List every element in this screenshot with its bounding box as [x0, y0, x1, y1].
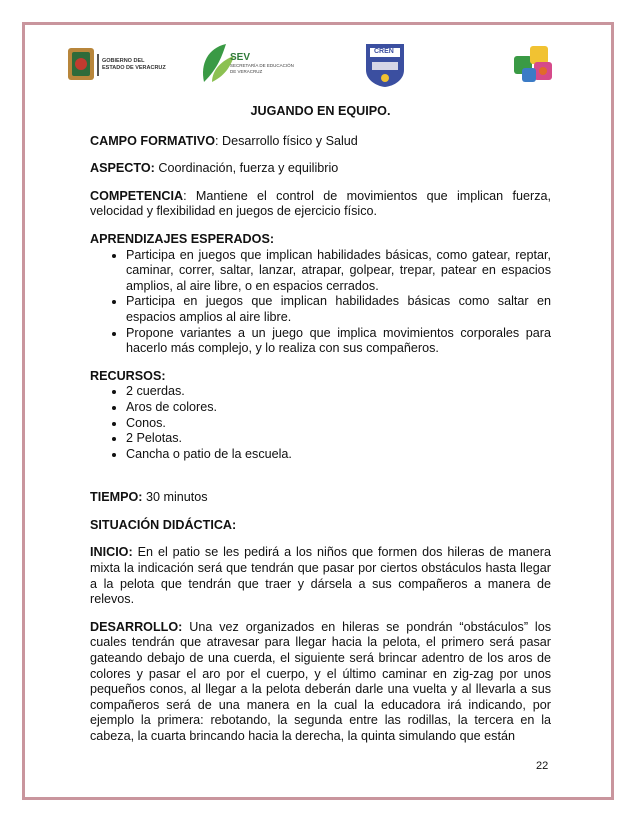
sev-logo-name: SEV: [230, 52, 251, 63]
recursos-list: [90, 384, 551, 462]
recursos-label: RECURSOS:: [90, 368, 166, 383]
list-item: • Propone variantes a un juego que implica movimientos corporales para hacerlo más complejo, y lo realiza con sus compañeros.: [126, 326, 551, 357]
page-title: JUGANDO EN EQUIPO.: [250, 104, 391, 118]
gov-logo-line1: GOBIERNO DEL: [102, 58, 145, 64]
competencia: [90, 189, 551, 220]
gov-veracruz-logo: [68, 46, 188, 86]
list-item: • Conos.: [126, 416, 551, 432]
campo-formativo: [90, 134, 551, 150]
header-logos: [60, 40, 580, 90]
cren-logo-name: CREN: [374, 48, 394, 55]
aprendizajes-section: [90, 232, 551, 357]
desarrollo-label: DESARROLLO:: [90, 619, 183, 634]
tiempo-label: TIEMPO:: [90, 490, 143, 505]
list-item: • 2 Pelotas.: [126, 431, 551, 447]
aprendizajes-list: [90, 248, 551, 357]
list-item: • Cancha o patio de la escuela.: [126, 447, 551, 463]
sev-logo: [198, 42, 318, 88]
cren-logo: [360, 40, 410, 90]
situacion-didactica: [90, 518, 551, 534]
list-item: • Participa en juegos que implican habilidades básicas como saltar en espacios amplios al aire libre.: [126, 294, 551, 325]
list-item: • 2 cuerdas.: [126, 384, 551, 400]
puzzle-pieces-icon: [512, 42, 556, 86]
recursos-section: [90, 369, 551, 463]
inicio-label: INICIO:: [90, 545, 133, 560]
tiempo: [90, 490, 551, 506]
list-item: • Participa en juegos que implican habilidades básicas, como gatear, reptar, caminar, correr, saltar, lanzar, atrapar, golpear, trepar, patear en espacios amplios, al aire libre, o en espacios cerrados.: [126, 248, 551, 295]
desarrollo-paragraph: [90, 620, 551, 745]
aprendizajes-label: APRENDIZAJES ESPERADOS:: [90, 231, 275, 246]
situacion-label: SITUACIÓN DIDÁCTICA:: [90, 517, 237, 532]
aspecto-value: Coordinación, fuerza y equilibrio: [154, 161, 339, 176]
aspecto-label: ASPECTO:: [90, 161, 155, 176]
page-number: 22: [536, 760, 549, 772]
inicio-value: En el patio se les pedirá a los niños que formen dos hileras de manera mixta la indicación será que tendrán que pasar por ciertos obstáculos hasta llegar a la pelota que tendrán que traer y dársela a sus compañeros a manera de relevos.: [90, 545, 551, 607]
sev-logo-sub2: DE VERACRUZ: [230, 69, 263, 74]
aspecto: [90, 161, 551, 177]
competencia-value: : Mantiene el control de movimientos que implican fuerza, velocidad y flexibilidad en juegos de ejercicio físico.: [90, 188, 551, 219]
campo-label: CAMPO FORMATIVO: [90, 133, 215, 148]
list-item: • Aros de colores.: [126, 400, 551, 416]
gov-logo-line2: ESTADO DE VERACRUZ: [102, 65, 166, 71]
inicio-paragraph: [90, 545, 551, 607]
tiempo-value: 30 minutos: [142, 490, 208, 505]
desarrollo-value: Una vez organizados en hileras se pondrán “obstáculos” los cuales tendrán que atravesar para llegar hacia la pelota, el primero será pasar gateando debajo de una cuerda, el siguiente será brincar adentro de los aros de colores y pasar el aro por el cuerpo, y el último caminar en zig-zag por unos pequeños conos, al llegar a la pelota deberán darle una vuelta y al llevarla a sus compañeros será de una manera en la cual la educadora irá indicando, por ejemplo la primera: rebotando, la segunda entre las rodillas, la tercera en la cabeza, la cuarta brincando hacia la derecha, la quinta simulando que están: [90, 619, 551, 743]
document-body: [90, 100, 551, 757]
campo-value: : Desarrollo físico y Salud: [215, 133, 358, 148]
puzzle-logo: [512, 42, 556, 86]
sev-logo-sub1: SECRETARÍA DE EDUCACIÓN: [230, 63, 294, 68]
competencia-label: COMPETENCIA: [90, 188, 184, 203]
